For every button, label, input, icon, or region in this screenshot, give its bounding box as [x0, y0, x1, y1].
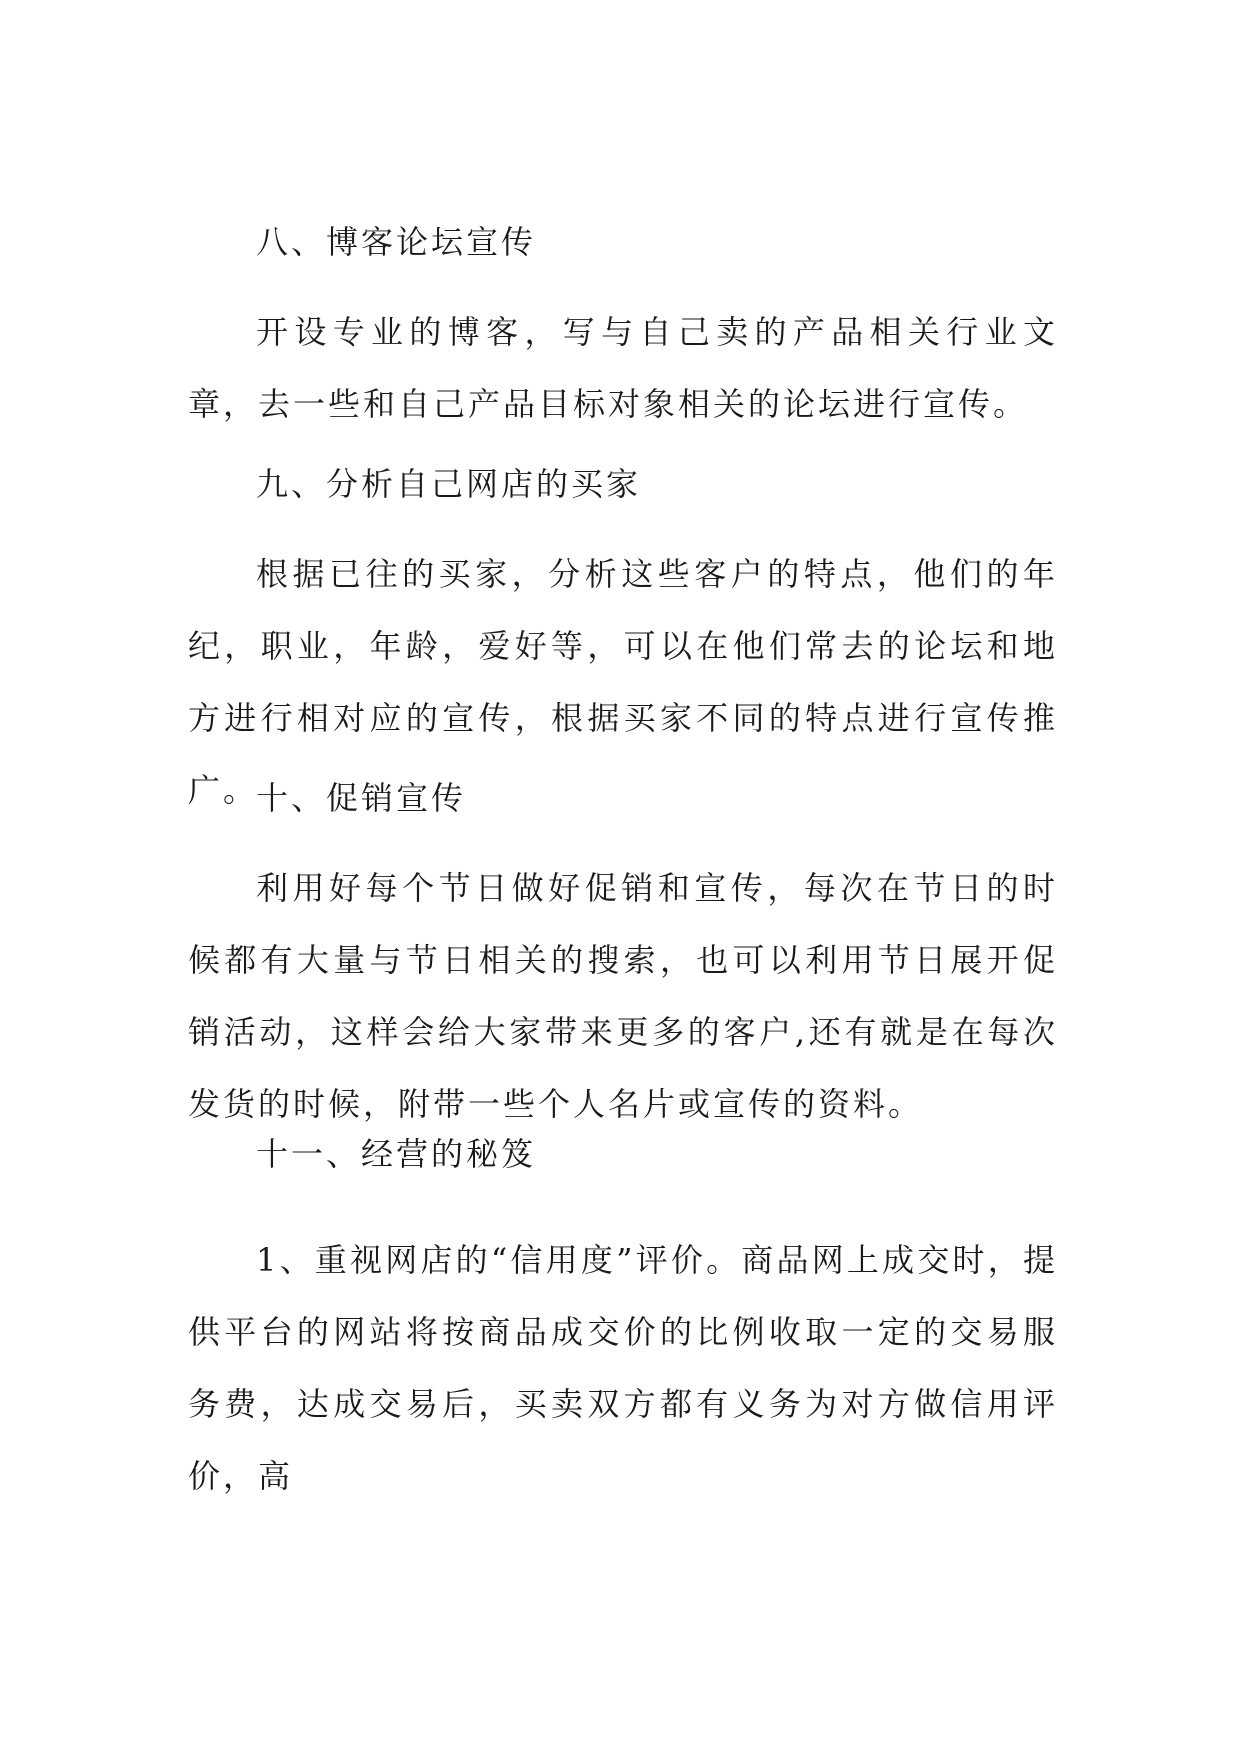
section-body-10: 利用好每个节日做好促销和宣传，每次在节日的时候都有大量与节日相关的搜索，也可以利用节日展开促销活动，这样会给大家带来更多的客户,还有就是在每次发货的时候，附带一些个人名片或宣传的资料。 [188, 869, 1058, 1123]
section-body-9: 根据已往的买家，分析这些客户的特点，他们的年纪，职业，年龄，爱好等，可以在他们常去的论坛和地方进行相对应的宣传，根据买家不同的特点进行宣传推广。 [188, 555, 1058, 809]
section-heading-8: 八、博客论坛宣传 [256, 223, 537, 261]
section-heading-10: 十、促销宣传 [256, 779, 467, 817]
section-body-8: 开设专业的博客，写与自己卖的产品相关行业文章，去一些和自己产品目标对象相关的论坛进行宣传。 [188, 313, 1058, 423]
section-heading-11: 十一、经营的秘笈 [256, 1135, 537, 1173]
section-heading-9: 九、分析自己网店的买家 [256, 465, 642, 503]
section-body-11: 1、重视网店的“信用度”评价。商品网上成交时，提供平台的网站将按商品成交价的比例收取一定的交易服务费，达成交易后，买卖双方都有义务为对方做信用评价，高 [188, 1241, 1058, 1495]
